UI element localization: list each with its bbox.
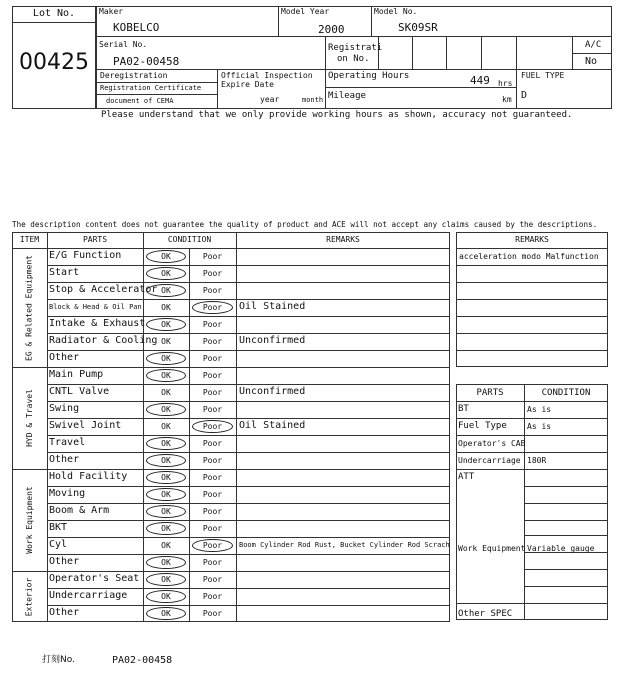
condition-poor: Poor bbox=[202, 524, 223, 533]
part-name: E/G Function bbox=[49, 250, 122, 261]
condition-ok: OK bbox=[161, 337, 171, 346]
parts-row-rule bbox=[456, 469, 608, 470]
remarks-row-rule bbox=[456, 316, 608, 317]
inspection-label-1: Official Inspection bbox=[221, 71, 313, 80]
ok-circle-mark bbox=[146, 369, 186, 382]
km-label: km bbox=[502, 95, 512, 104]
condition-row-rule bbox=[524, 486, 608, 487]
condition-ok: OK bbox=[161, 524, 171, 533]
mileage-label: Mileage bbox=[328, 91, 366, 101]
condition-ok: OK bbox=[161, 354, 171, 363]
parts-panel-column-rule bbox=[524, 384, 525, 620]
parts-row-rule bbox=[456, 401, 608, 402]
part-name: Cyl bbox=[49, 539, 68, 550]
serial-label: Serial No. bbox=[99, 40, 148, 49]
spec-part: Fuel Type bbox=[458, 421, 507, 431]
part-name: Main Pump bbox=[49, 369, 104, 380]
serial-value: PA02-00458 bbox=[113, 55, 180, 68]
model-year-value: 2000 bbox=[318, 23, 345, 36]
condition-ok: OK bbox=[161, 507, 171, 516]
condition-ok: OK bbox=[161, 575, 171, 584]
ok-circle-mark bbox=[146, 488, 186, 501]
part-name: Operator's Seat bbox=[49, 573, 140, 584]
poor-circle-mark bbox=[192, 539, 233, 552]
table-row bbox=[47, 265, 450, 282]
condition-ok: OK bbox=[161, 490, 171, 499]
part-name: Other bbox=[49, 556, 80, 567]
condition-poor: Poor bbox=[202, 490, 223, 499]
condition-ok: OK bbox=[161, 439, 171, 448]
condition-panel-header: CONDITION bbox=[541, 388, 591, 398]
condition-poor: Poor bbox=[202, 575, 223, 584]
table-row bbox=[47, 367, 450, 384]
condition-ok: OK bbox=[161, 558, 171, 567]
remarks-row-rule bbox=[456, 265, 608, 266]
condition-ok: OK bbox=[161, 592, 171, 601]
month-label: month bbox=[302, 96, 324, 104]
condition-poor: Poor bbox=[202, 252, 223, 261]
ok-circle-mark bbox=[146, 250, 186, 263]
parts-panel bbox=[456, 384, 608, 620]
parts-row-rule bbox=[456, 435, 608, 436]
poor-circle-mark bbox=[192, 420, 233, 433]
poor-circle-mark bbox=[192, 301, 233, 314]
condition-poor: Poor bbox=[202, 337, 223, 346]
spec-condition: As is bbox=[527, 405, 552, 414]
spec-condition: Variable gauge bbox=[527, 544, 595, 553]
condition-poor: Poor bbox=[202, 609, 223, 618]
part-name: Undercarriage bbox=[49, 590, 128, 601]
parts-panel-header: PARTS bbox=[476, 388, 504, 398]
maker-label: Maker bbox=[99, 7, 124, 16]
condition-poor: Poor bbox=[202, 354, 223, 363]
registration-label-1: Registrati bbox=[328, 43, 383, 53]
part-name: Travel bbox=[49, 437, 86, 448]
table-row bbox=[47, 435, 450, 452]
condition-row-rule bbox=[524, 586, 608, 587]
condition-poor: Poor bbox=[202, 405, 223, 414]
group-label: EG & Related Equipment bbox=[24, 254, 34, 361]
group-label: Exterior bbox=[24, 577, 34, 616]
part-name: Other bbox=[49, 607, 80, 618]
registration-cert-label: Registration Certificate bbox=[100, 84, 202, 92]
condition-ok: OK bbox=[161, 609, 171, 618]
operating-hours-label: Operating Hours bbox=[328, 71, 410, 81]
condition-ok: OK bbox=[161, 405, 171, 414]
spec-part: Undercarriage bbox=[458, 456, 521, 465]
remarks-row-rule bbox=[456, 333, 608, 334]
cema-label: document of CEMA bbox=[106, 97, 174, 105]
condition-row-rule bbox=[524, 520, 608, 521]
part-name: Intake & Exhaust bbox=[49, 318, 146, 329]
ok-circle-mark bbox=[146, 403, 186, 416]
ok-circle-mark bbox=[146, 352, 186, 365]
remarks-row-rule bbox=[456, 248, 608, 249]
ok-circle-mark bbox=[146, 267, 186, 280]
year-label: year bbox=[260, 95, 280, 104]
parts-row-rule bbox=[456, 603, 524, 604]
part-name: Stop & Accelerator bbox=[49, 284, 158, 295]
row-remark: Unconfirmed bbox=[239, 386, 306, 397]
condition-poor: Poor bbox=[202, 388, 223, 397]
row-remark: Oil Stained bbox=[239, 420, 306, 431]
lot-number: 00425 bbox=[19, 50, 89, 75]
model-no-label: Model No. bbox=[374, 7, 418, 16]
condition-ok: OK bbox=[161, 422, 171, 431]
header-item: ITEM bbox=[19, 235, 40, 244]
stamp-label: 打刻No. bbox=[42, 655, 75, 665]
ac-value: No bbox=[585, 56, 598, 67]
stamp-value: PA02-00458 bbox=[112, 655, 173, 666]
parts-row-rule bbox=[456, 418, 608, 419]
spec-part: ATT bbox=[458, 472, 475, 482]
ok-circle-mark bbox=[146, 505, 186, 518]
condition-poor: Poor bbox=[202, 439, 223, 448]
condition-ok: OK bbox=[161, 388, 171, 397]
table-row bbox=[47, 605, 450, 622]
part-name: Block & Head & Oil Pan bbox=[49, 303, 142, 311]
part-name: Other bbox=[49, 454, 80, 465]
condition-ok: OK bbox=[161, 286, 171, 295]
table-row bbox=[47, 452, 450, 469]
condition-ok: OK bbox=[161, 473, 171, 482]
table-row bbox=[47, 401, 450, 418]
condition-poor: Poor bbox=[202, 592, 223, 601]
model-year-label: Model Year bbox=[281, 7, 330, 16]
remarks-panel-header: REMARKS bbox=[515, 235, 549, 244]
disclaimer: The description content does not guarantee the quality of product and ACE will not accept any claims caused by the descriptions. bbox=[12, 220, 598, 229]
part-name: Swing bbox=[49, 403, 80, 414]
condition-poor: Poor bbox=[202, 269, 223, 278]
condition-poor: Poor bbox=[202, 320, 223, 329]
condition-row-rule bbox=[524, 603, 608, 604]
ok-circle-mark bbox=[146, 522, 186, 535]
spec-condition: As is bbox=[527, 422, 552, 431]
condition-poor: Poor bbox=[202, 507, 223, 516]
header-remarks: REMARKS bbox=[326, 235, 360, 244]
part-name: Hold Facility bbox=[49, 471, 128, 482]
ok-circle-mark bbox=[146, 437, 186, 450]
hours-notice: Please understand that we only provide working hours as shown, accuracy not guaranteed. bbox=[101, 110, 573, 120]
part-name: Moving bbox=[49, 488, 86, 499]
condition-ok: OK bbox=[161, 541, 171, 550]
fuel-type-value: D bbox=[521, 90, 528, 101]
condition-row-rule bbox=[524, 569, 608, 570]
remarks-row-rule bbox=[456, 299, 608, 300]
table-row bbox=[47, 554, 450, 571]
ok-circle-mark bbox=[146, 284, 186, 297]
condition-ok: OK bbox=[161, 456, 171, 465]
part-name: Boom & Arm bbox=[49, 505, 110, 516]
part-name: CNTL Valve bbox=[49, 386, 110, 397]
condition-poor: Poor bbox=[202, 286, 223, 295]
model-no-value: SK09SR bbox=[398, 21, 438, 34]
part-name: Radiator & Cooling bbox=[49, 335, 158, 346]
remarks-row-rule bbox=[456, 350, 608, 351]
condition-ok: OK bbox=[161, 269, 171, 278]
row-remark: Boom Cylinder Rod Rust, Bucket Cylinder Rod Scrach bbox=[239, 541, 450, 549]
deregistration-label: Deregistration bbox=[100, 71, 168, 80]
ac-label: A/C bbox=[585, 40, 602, 50]
condition-ok: OK bbox=[161, 320, 171, 329]
condition-row-rule bbox=[524, 503, 608, 504]
group-label: HYD & Travel bbox=[24, 389, 34, 447]
ok-circle-mark bbox=[146, 556, 186, 569]
lot-label: Lot No. bbox=[32, 8, 76, 19]
ok-circle-mark bbox=[146, 590, 186, 603]
header-condition: CONDITION bbox=[167, 235, 212, 244]
hrs-label: hrs bbox=[498, 79, 513, 88]
condition-row-rule bbox=[524, 535, 608, 536]
table-row bbox=[47, 350, 450, 367]
condition-poor: Poor bbox=[202, 371, 223, 380]
condition-poor: Poor bbox=[202, 473, 223, 482]
part-name: BKT bbox=[49, 522, 68, 533]
condition-poor: Poor bbox=[202, 456, 223, 465]
remarks-line: acceleration modo Malfunction bbox=[459, 252, 599, 261]
part-name: Other bbox=[49, 352, 80, 363]
spec-part: Work Equipment bbox=[458, 544, 526, 553]
ok-circle-mark bbox=[146, 454, 186, 467]
row-remark: Unconfirmed bbox=[239, 335, 306, 346]
header-parts: PARTS bbox=[82, 235, 108, 244]
table-row bbox=[47, 486, 450, 503]
condition-ok: OK bbox=[161, 252, 171, 261]
part-name: Swivel Joint bbox=[49, 420, 122, 431]
registration-label-2: on No. bbox=[337, 54, 370, 64]
fuel-type-label: FUEL TYPE bbox=[521, 71, 565, 80]
ok-circle-mark bbox=[146, 607, 186, 620]
parts-row-rule bbox=[456, 452, 608, 453]
ok-circle-mark bbox=[146, 573, 186, 586]
group-label: Work Equipment bbox=[24, 486, 34, 554]
condition-poor: Poor bbox=[202, 303, 223, 312]
condition-poor: Poor bbox=[202, 422, 223, 431]
operating-hours-value: 449 bbox=[470, 74, 490, 87]
table-row bbox=[47, 520, 450, 537]
spec-part: BT bbox=[458, 404, 469, 414]
condition-poor: Poor bbox=[202, 541, 223, 550]
ok-circle-mark bbox=[146, 318, 186, 331]
spec-part: Other SPEC bbox=[458, 609, 513, 619]
inspection-label-2: Expire Date bbox=[221, 80, 274, 89]
spec-condition: 180R bbox=[527, 456, 547, 465]
condition-ok: OK bbox=[161, 303, 171, 312]
maker-value: KOBELCO bbox=[113, 21, 160, 34]
condition-poor: Poor bbox=[202, 558, 223, 567]
part-name: Start bbox=[49, 267, 80, 278]
row-remark: Oil Stained bbox=[239, 301, 306, 312]
spec-part: Operator's CAB bbox=[458, 439, 526, 448]
remarks-row-rule bbox=[456, 282, 608, 283]
ok-circle-mark bbox=[146, 471, 186, 484]
condition-ok: OK bbox=[161, 371, 171, 380]
